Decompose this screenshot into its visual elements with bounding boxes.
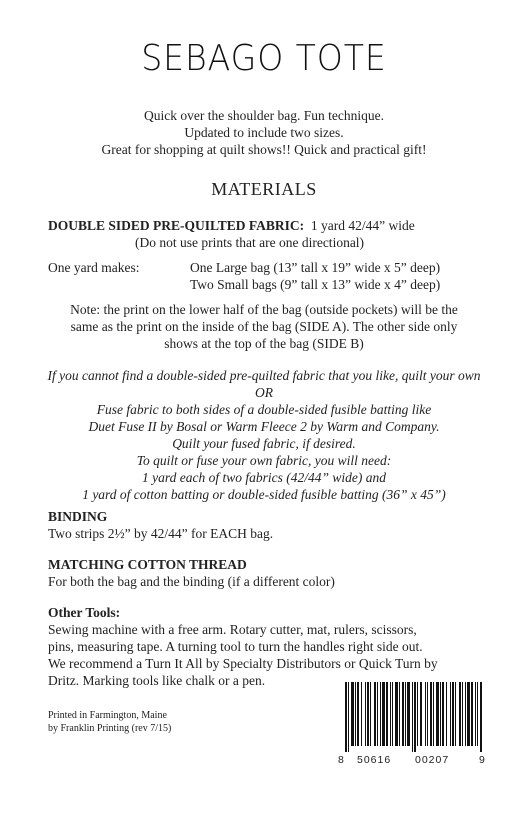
binding-heading: BINDING <box>48 509 108 524</box>
print-note-line: same as the print on the inside of the bag (SIDE A). The other side only <box>70 319 458 334</box>
barcode-bar <box>361 682 362 746</box>
barcode-bar <box>475 682 476 746</box>
tools-line: pins, measuring tape. A turning tool to turn the handles right side out. <box>48 639 423 654</box>
barcode-bar <box>459 682 461 746</box>
printer-line: Printed in Farmington, Maine <box>48 710 167 721</box>
alt-line: Fuse fabric to both sides of a double-sided fusible batting like <box>96 402 432 417</box>
barcode-bar <box>405 682 406 746</box>
intro-line: Quick over the shoulder bag. Fun technique. <box>144 108 384 123</box>
print-note <box>40 301 488 352</box>
printer-line: by Franklin Printing (rev 7/15) <box>48 723 172 734</box>
barcode-bar <box>420 682 422 746</box>
alt-line: If you cannot find a double-sided pre-quilted fabric that you like, quilt your own <box>47 368 481 383</box>
fabric-note: (Do not use prints that are one directional) <box>135 235 365 250</box>
barcode-group-1: 50616 <box>357 754 392 766</box>
barcode-bar <box>345 682 347 752</box>
tools-line: Sewing machine with a free arm. Rotary cutter, mat, rulers, scissors, <box>48 622 417 637</box>
fabric-line <box>48 217 488 234</box>
barcode-bar <box>442 682 444 746</box>
barcode-bar <box>357 682 359 746</box>
thread-section <box>48 556 335 590</box>
barcode-bar <box>436 682 439 746</box>
barcode-bar <box>465 682 466 746</box>
barcode <box>345 682 482 752</box>
tools-section <box>48 604 498 689</box>
barcode-bar <box>452 682 454 746</box>
yield-label: One yard makes: <box>48 260 140 275</box>
barcode-bar <box>382 682 385 746</box>
barcode-bar <box>427 682 428 746</box>
barcode-left-digit: 8 <box>338 754 344 766</box>
barcode-bar <box>392 682 393 746</box>
barcode-bar <box>370 682 371 746</box>
yield-small: Two Small bags (9” tall x 13” wide x 4” deep) <box>190 277 441 292</box>
printer-info <box>48 709 171 735</box>
barcode-bar <box>430 682 432 746</box>
thread-heading: MATCHING COTTON THREAD <box>48 557 247 572</box>
barcode-bar <box>433 682 434 746</box>
barcode-bar <box>374 682 376 746</box>
fabric-label: DOUBLE SIDED PRE-QUILTED FABRIC: <box>48 218 305 233</box>
alt-line: Quilt your fused fabric, if desired. <box>172 436 356 451</box>
barcode-bar <box>348 682 349 752</box>
barcode-bar <box>355 682 356 746</box>
barcode-bar <box>440 682 441 746</box>
barcode-bar <box>395 682 398 746</box>
barcode-bar <box>365 682 366 746</box>
tools-heading: Other Tools: <box>48 605 121 620</box>
barcode-bar <box>471 682 473 746</box>
intro-line: Great for shopping at quilt shows!! Quick and practical gift! <box>101 142 427 157</box>
barcode-bar <box>367 682 369 746</box>
alt-instructions <box>10 367 518 503</box>
barcode-bar <box>390 682 391 746</box>
page-title: SEBAGO TOTE <box>141 38 387 79</box>
print-note-line: shows at the top of the bag (SIDE B) <box>164 336 364 351</box>
materials-heading: MATERIALS <box>211 179 317 199</box>
barcode-bar <box>480 682 482 752</box>
alt-line: 1 yard each of two fabrics (42/44” wide) and <box>142 470 386 485</box>
binding-section <box>48 508 273 542</box>
barcode-bar <box>450 682 451 746</box>
barcode-bar <box>455 682 456 746</box>
alt-line: To quilt or fuse your own fabric, you will need: <box>136 453 392 468</box>
print-note-line: Note: the print on the lower half of the bag (outside pockets) will be the <box>70 302 458 317</box>
barcode-bar <box>467 682 470 746</box>
barcode-bar <box>351 682 354 746</box>
barcode-group-2: 00207 <box>415 754 450 766</box>
alt-line: OR <box>255 385 273 400</box>
barcode-bar <box>407 682 410 746</box>
barcode-bar <box>414 682 416 752</box>
barcode-bar <box>462 682 463 746</box>
thread-text: For both the bag and the binding (if a different color) <box>48 574 335 589</box>
barcode-bar <box>417 682 418 746</box>
barcode-bar <box>477 682 478 746</box>
intro-text <box>0 107 528 158</box>
barcode-bar <box>402 682 404 746</box>
yield-large: One Large bag (13” tall x 19” wide x 5” deep) <box>190 260 441 275</box>
barcode-right-digit: 9 <box>479 754 485 766</box>
fabric-amount: 1 yard 42/44” wide <box>310 218 415 233</box>
tools-line: We recommend a Turn It All by Specialty Distributors or Quick Turn by <box>48 656 438 671</box>
intro-line: Updated to include two sizes. <box>184 125 344 140</box>
alt-line: Duet Fuse II by Bosal or Warm Fleece 2 by Warm and Company. <box>88 419 440 434</box>
binding-text: Two strips 2½” by 42/44” for EACH bag. <box>48 526 274 541</box>
barcode-bar <box>377 682 378 746</box>
tools-line: Dritz. Marking tools like chalk or a pen. <box>48 673 266 688</box>
barcode-bar <box>386 682 388 746</box>
barcode-bar <box>399 682 400 746</box>
barcode-bar <box>425 682 426 746</box>
barcode-bar <box>380 682 381 746</box>
barcode-bar <box>412 682 413 752</box>
barcode-bar <box>446 682 447 746</box>
alt-line: 1 yard of cotton batting or double-sided fusible batting (36” x 45”) <box>82 487 446 502</box>
